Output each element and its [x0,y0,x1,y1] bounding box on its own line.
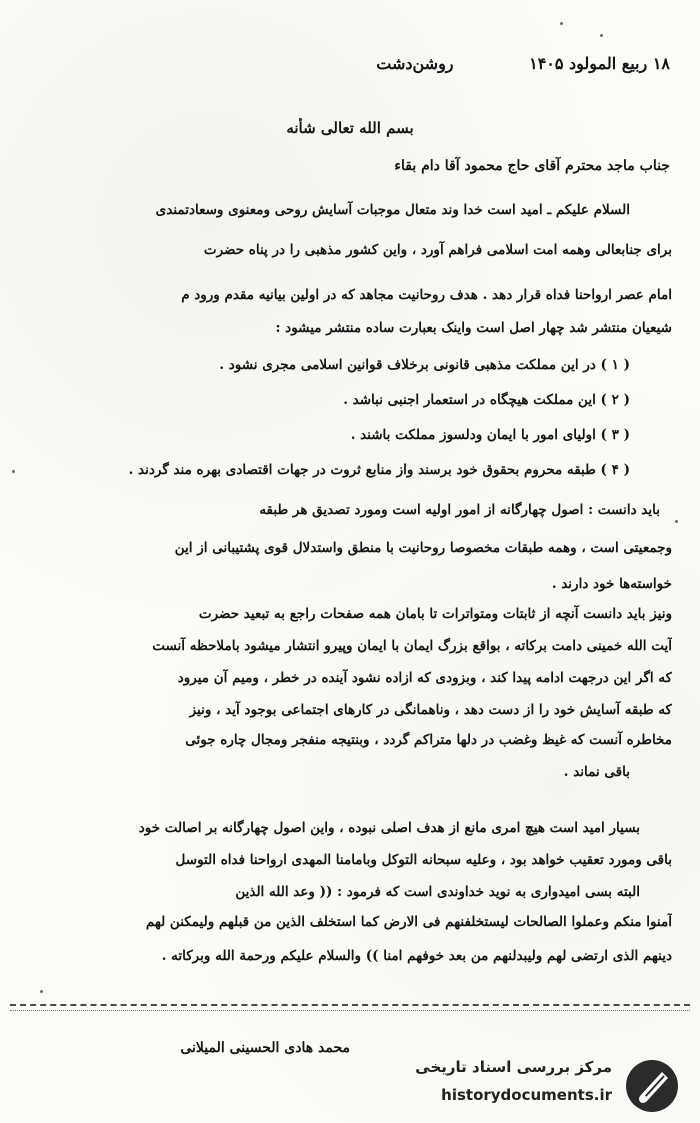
letter-place: روشن‌دشت [376,54,454,73]
paragraph-4-line-3: البته بسی امیدواری به نوید خداوندی است که فرمود : (( وعد الله الذین [235,884,640,900]
paragraph-4-line-4: آمنوا منکم وعملوا الصالحات لیستخلفنهم فی الارض کما استخلف الذین من قبلهم ولیمکنن لهم [145,914,672,930]
footer-divider-dotted [10,1010,690,1011]
letter-date: ۱۸ ربیع المولود ۱۴۰۵ [529,54,670,73]
scan-speck [675,520,678,523]
paragraph-3-line-3: که اگر این درجهت ادامه پیدا کند ، وبزودی که ازاده نشود آینده در خطر ، ومیم آن میرود [177,670,672,686]
archive-name: مرکز بررسی اسناد تاریخی [415,1058,612,1076]
paragraph-2-line-3: خواسته‌ها خود دارند . [551,576,672,592]
paragraph-3-line-2: آیت الله خمینی دامت برکاته ، بواقع بزرگ ایمان با ایمان وپیرو انتشار میشود باملاحظه آنست [152,638,672,654]
paragraph-1-line-3: امام عصر ارواحنا فداه قرار دهد . هدف روحانیت مجاهد که در اولین بیانیه مقدم ورود م [181,287,672,303]
paragraph-1-line-1: السلام علیکم ـ امید است خدا وند متعال موجبات آسایش روحی ومعنوی وسعادتمندی [155,202,630,218]
list-item-4: ( ۴ ) طبقه محروم بحقوق خود برسند واز منابع ثروت در جهات اقتصادی بهره مند گردند . [128,462,630,478]
scan-speck [560,22,563,25]
basmala: بسم الله تعالی شأنه [286,119,414,137]
paragraph-4-line-2: باقی ومورد تعقیب خواهد بود ، وعلیه سبحانه التوکل وبامامنا المهدی ارواحنا فداه التوسل [175,852,672,868]
paragraph-2-line-2: وجمعیتی است ، وهمه طبقات مخصوصا روحانیت با منطق واستدلال قوی پشتیبانی از این [174,540,672,556]
archive-watermark [304,1052,684,1114]
paragraph-3-line-5: مخاطره آنست که غیظ وغضب در دلها متراکم گردد ، وبنتیجه منفجر ومجال چاره جوئی [185,732,672,748]
list-item-2: ( ۲ ) این مملکت هیچگاه در استعمار اجنبی نباشد . [343,392,630,408]
paragraph-1-line-2: برای جنابعالی وهمه امت اسلامی فراهم آورد ، واین کشور مذهبی را در پناه حضرت [203,242,672,258]
paragraph-4-line-5: دینهم الذی ارتضی لهم ولیبدلنهم من بعد خوفهم امنا )) والسلام علیکم ورحمة الله وبرکاته . [161,948,672,964]
paragraph-3-line-1: ونیز باید دانست آنچه از ثابتات ومتواترات تا بامان همه صفحات راجع به تبعید حضرت [198,606,672,622]
paragraph-1-line-4: شیعیان منتشر شد چهار اصل است واینک بعبارت ساده منتشر میشود : [275,320,672,336]
list-item-3: ( ۳ ) اولیای امور با ایمان ودلسوز مملکت باشند . [350,427,630,443]
paragraph-3-line-4: که طبقه آسایش خود را از دست دهد ، وناهمانگی در کارهای اجتماعی بوجود آید ، ونیز [189,702,672,718]
footer-divider [10,1004,690,1006]
scan-speck [12,470,15,473]
signature: محمد هادی الحسینی المیلانی [180,1040,350,1056]
list-item-1: ( ۱ ) در این مملکت مذهبی قانونی برخلاف قوانین اسلامی مجری نشود . [219,357,630,373]
scan-speck [40,990,43,993]
recipient-address: جناب ماجد محترم آقای حاج محمود آقا دام بقاء [394,158,670,174]
scan-speck [600,34,603,37]
paragraph-3-line-6: باقی نماند . [563,764,630,780]
document-scroll-logo-icon [624,1058,680,1114]
archive-url: historydocuments.ir [441,1086,612,1104]
paragraph-4-line-1: بسیار امید است هیچ امری مانع از هدف اصلی نبوده ، واین اصول چهارگانه بر اصالت خود [138,820,640,836]
letter-header [210,54,670,74]
paragraph-2-line-1: باید دانست : اصول چهارگانه از امور اولیه است ومورد تصدیق هر طبقه [259,502,660,518]
